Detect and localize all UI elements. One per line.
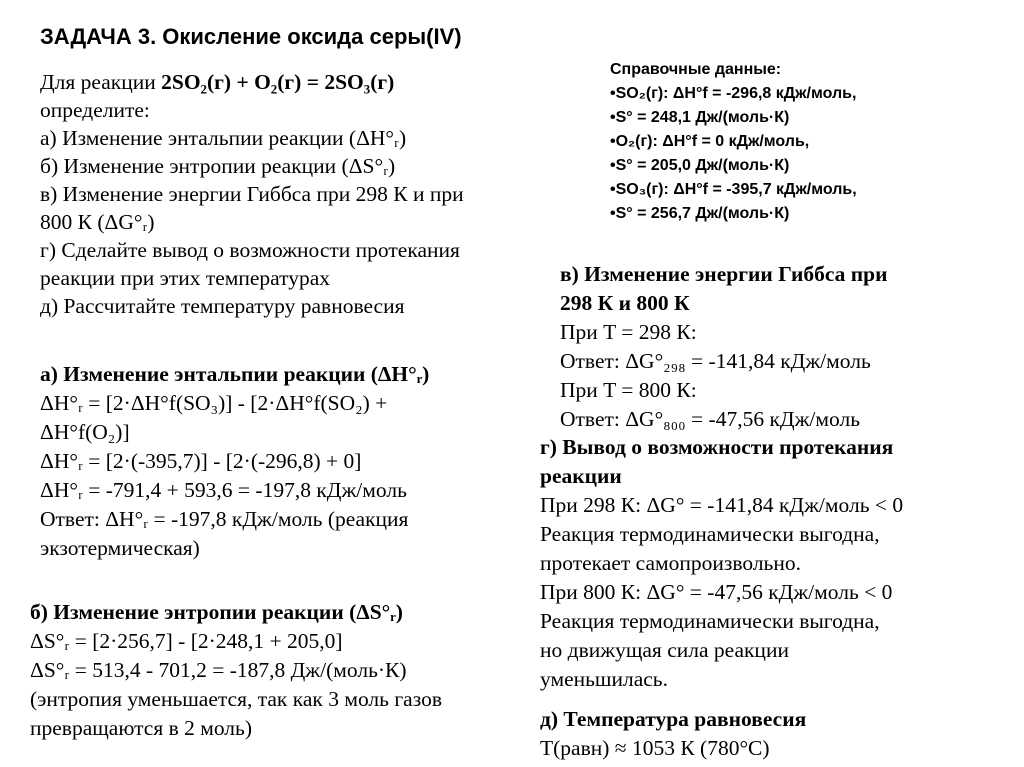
section-a-line: ΔH°f(O₂)] bbox=[40, 420, 130, 444]
section-g-line: уменьшилась. bbox=[540, 667, 668, 691]
section-v-heading: в) Изменение энергии Гиббса при bbox=[560, 262, 888, 286]
section-v-line: Ответ: ΔG°₈₀₀ = -47,56 кДж/моль bbox=[560, 407, 861, 431]
task-line: д) Рассчитайте температуру равновесия bbox=[40, 294, 405, 318]
reference-line: •SO₂(г): ΔH°f = -296,8 кДж/моль, bbox=[610, 85, 857, 102]
section-g-line: но движущая сила реакции bbox=[540, 638, 789, 662]
reference-line: •O₂(г): ΔH°f = 0 кДж/моль, bbox=[610, 133, 810, 150]
section-d-heading: д) Температура равновесия bbox=[540, 707, 807, 731]
task-statement bbox=[40, 68, 464, 320]
section-a-line: Ответ: ΔH°ᵣ = -197,8 кДж/моль (реакция bbox=[40, 507, 409, 531]
task-line: а) Изменение энтальпии реакции (ΔH°ᵣ) bbox=[40, 126, 407, 150]
section-b-entropy bbox=[30, 598, 442, 743]
section-g-line: Реакция термодинамически выгодна, bbox=[540, 609, 880, 633]
reaction-equation: 2SO₂(г) + O₂(г) = 2SO₃(г) bbox=[161, 70, 395, 94]
section-d-equilibrium bbox=[540, 705, 806, 763]
section-a-line: ΔH°ᵣ = -791,4 + 593,6 = -197,8 кДж/моль bbox=[40, 478, 407, 502]
section-v-line: Ответ: ΔG°₂₉₈ = -141,84 кДж/моль bbox=[560, 349, 871, 373]
task-line: 800 К (ΔG°ᵣ) bbox=[40, 210, 155, 234]
task-line: г) Сделайте вывод о возможности протекания bbox=[40, 238, 460, 262]
task-line: реакции при этих температурах bbox=[40, 266, 331, 290]
section-b-heading: б) Изменение энтропии реакции (ΔS°ᵣ) bbox=[30, 600, 403, 624]
section-b-line: (энтропия уменьшается, так как 3 моль газов bbox=[30, 687, 442, 711]
task-line: в) Изменение энергии Гиббса при 298 К и при bbox=[40, 182, 464, 206]
section-b-line: ΔS°ᵣ = [2·256,7] - [2·248,1 + 205,0] bbox=[30, 629, 343, 653]
section-g-line: протекает самопроизвольно. bbox=[540, 551, 801, 575]
section-b-line: превращаются в 2 моль) bbox=[30, 716, 253, 740]
reference-line: •SO₃(г): ΔH°f = -395,7 кДж/моль, bbox=[610, 181, 857, 198]
section-a-heading: а) Изменение энтальпии реакции (ΔH°ᵣ) bbox=[40, 362, 430, 386]
task-lead: Для реакции bbox=[40, 70, 162, 94]
reference-heading: Справочные данные: bbox=[610, 61, 782, 78]
reference-line: •S° = 248,1 Дж/(моль·К) bbox=[610, 109, 790, 126]
section-v-line: При T = 800 К: bbox=[560, 378, 697, 402]
task-line: определите: bbox=[40, 98, 150, 122]
section-g-heading: г) Вывод о возможности протекания bbox=[540, 435, 894, 459]
reference-line: •S° = 256,7 Дж/(моль·К) bbox=[610, 205, 790, 222]
section-v-gibbs bbox=[560, 260, 888, 434]
page-title: ЗАДАЧА 3. Окисление оксида серы(IV) bbox=[40, 24, 462, 49]
section-g-heading: реакции bbox=[540, 464, 622, 488]
section-a-line: экзотермическая) bbox=[40, 536, 200, 560]
section-b-line: ΔS°ᵣ = 513,4 - 701,2 = -187,8 Дж/(моль·К) bbox=[30, 658, 407, 682]
section-a-line: ΔH°ᵣ = [2·ΔH°f(SO₃)] - [2·ΔH°f(SO₂) + bbox=[40, 391, 388, 415]
task-line: б) Изменение энтропии реакции (ΔS°ᵣ) bbox=[40, 154, 396, 178]
reference-line: •S° = 205,0 Дж/(моль·К) bbox=[610, 157, 790, 174]
section-v-heading: 298 К и 800 К bbox=[560, 291, 690, 315]
section-a-line: ΔH°ᵣ = [2·(-395,7)] - [2·(-296,8) + 0] bbox=[40, 449, 362, 473]
section-g-conclusion bbox=[540, 433, 903, 694]
reference-data bbox=[610, 58, 857, 226]
section-a-enthalpy bbox=[40, 360, 429, 563]
task-lead-line bbox=[40, 68, 464, 96]
section-d-line: T(равн) ≈ 1053 К (780°C) bbox=[540, 736, 770, 760]
section-g-line: При 800 К: ΔG° = -47,56 кДж/моль < 0 bbox=[540, 580, 893, 604]
section-v-line: При T = 298 К: bbox=[560, 320, 697, 344]
section-g-line: При 298 К: ΔG° = -141,84 кДж/моль < 0 bbox=[540, 493, 904, 517]
section-g-line: Реакция термодинамически выгодна, bbox=[540, 522, 880, 546]
